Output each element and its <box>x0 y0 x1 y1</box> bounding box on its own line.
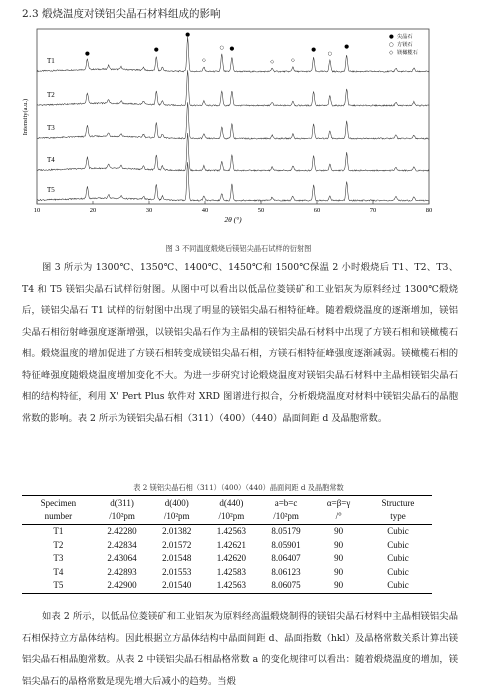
x-tick-label: 70 <box>369 207 377 214</box>
table-cell: 8.05179 <box>271 526 301 536</box>
table-cell: T4 <box>53 566 64 577</box>
table-cell: 2.01382 <box>162 526 192 536</box>
table-cell: 2.43064 <box>107 553 137 564</box>
table-header-cell: α=β=γ /° <box>313 496 364 525</box>
table-header-cell: d(400) /10²pm <box>149 496 204 525</box>
table-cell: 90 <box>313 579 364 593</box>
table-cell: 2.01540 <box>149 579 204 593</box>
x-axis-label: 2θ (°) <box>224 215 242 224</box>
paragraph-1: 图 3 所示为 1300℃、1350℃、1400℃、1450℃和 1500℃保温 2 小时煅烧后 T1、T2、T3、T4 和 T5 镁铝尖晶石试样衍射图。从图中可以看出以低品位菱镁矿和工业铝灰为原料经过 1300℃煅烧后，镁铝尖晶石 T1 试样的衍射图中出现了明显的镁铝尖晶石相特征峰。随着煅烧温度的逐渐增加，镁铝尖晶石相衍射峰强度逐渐增强，以镁铝尖晶石作为主晶相的镁铝尖晶石材料中出现了方镁石相和镁橄榄石相。煅烧温度的增加促进了方镁石相转变成镁铝尖晶石相，方镁石相特征峰强度逐渐减弱。镁橄榄石相的特征峰强度随煅烧温度增加变化不大。为进一步研究讨论煅烧温度对镁铝尖晶石材料中主晶相镁铝尖晶石相的结构特征，利用 X' Pert Plus 软件对 XRD 图谱进行拟合，分析煅烧温度对材料中镁铝尖晶石的晶胞常数的影响。表 2 所示为镁铝尖晶石相（311）（400）（440）晶面间距 d 及晶胞常数。 <box>22 262 458 424</box>
table-cell: 8.06407 <box>271 553 301 564</box>
table-cell: 2.01572 <box>162 539 192 550</box>
y-axis-label: Intensity(a.u.) <box>22 98 29 136</box>
series-label-T2: T2 <box>47 91 55 99</box>
table-header-cell: Specimen number <box>22 496 95 525</box>
x-tick-label: 60 <box>313 207 321 214</box>
table-cell: T1 <box>53 526 64 536</box>
table-cell: 2.42280 <box>107 526 137 536</box>
phase-marker: ● <box>84 50 90 57</box>
table-cell: 90 <box>334 566 344 577</box>
table-cell: 1.42563 <box>204 579 259 593</box>
table-cell: 2.42893 <box>107 566 137 577</box>
table-cell: T2 <box>53 539 64 550</box>
xrd-series-T3 <box>37 102 429 139</box>
xrd-series-T1 <box>37 37 429 72</box>
x-tick-label: 80 <box>425 207 433 214</box>
legend-symbol: ◇ <box>389 50 394 56</box>
x-tick-label: 30 <box>145 207 153 214</box>
series-label-T4: T4 <box>47 156 55 164</box>
phase-marker: ○ <box>219 45 224 52</box>
table-cell: 90 <box>334 526 344 536</box>
table-cell: T5 <box>22 579 95 593</box>
phase-marker: ◇ <box>270 58 275 65</box>
table-cell: 1.42621 <box>216 539 246 550</box>
table-cell: 2.01553 <box>162 566 192 577</box>
phase-marker: ◇ <box>201 57 206 64</box>
x-tick-label: 10 <box>33 207 41 214</box>
section-title: 2.3 煅烧温度对镁铝尖晶石材料组成的影响 <box>22 8 221 20</box>
table-cell: Cubic <box>387 539 409 550</box>
x-tick-label: 50 <box>257 207 265 214</box>
legend-symbol: ● <box>389 34 394 40</box>
series-label-T3: T3 <box>47 124 55 132</box>
legend-symbol: ○ <box>389 42 394 48</box>
xrd-chart <box>0 0 477 245</box>
phase-marker: ○ <box>327 50 333 57</box>
table-cell: 2.01548 <box>162 553 192 564</box>
legend <box>389 32 418 56</box>
phase-marker: ● <box>311 47 317 53</box>
table-cell: Cubic <box>387 526 409 536</box>
plot-frame <box>37 29 429 204</box>
table-cell: 1.42563 <box>216 526 246 536</box>
table-cell: 1.42583 <box>216 566 246 577</box>
table-caption: 表 2 镁铝尖晶石相（311）（400）（440）晶面间距 d 及晶胞常数 <box>133 483 344 492</box>
phase-marker: ● <box>153 47 159 53</box>
table-row <box>22 566 432 580</box>
phase-marker: ◇ <box>290 57 295 64</box>
table-row <box>22 539 432 553</box>
table-header-cell: Structure type <box>364 496 432 525</box>
table-cell: 2.42900 <box>95 579 150 593</box>
series-label-T5: T5 <box>47 186 55 194</box>
x-axis-ticks <box>34 201 433 214</box>
legend-label: 尖晶石 <box>397 34 413 40</box>
table-cell: 8.05901 <box>271 539 301 550</box>
table-cell: 2.42834 <box>107 539 137 550</box>
table-header-cell: d(311) /10²pm <box>95 496 150 525</box>
paragraph-2: 如表 2 所示，以低品位菱镁矿和工业铝灰为原料经高温煅烧制得的镁铝尖晶石材料中主晶相镁铝尖晶石相保持立方晶体结构。因此根据立方晶体结构中晶面间距 d、晶面指数（hkl）及晶格常数关系计算出镁铝尖晶石相晶胞常数。从表 2 中镁铝尖晶石相晶格常数 a 的变化规律可以看出：随着煅烧温度的增加，镁铝尖晶石的晶格常数是现先增大后减小的趋势。当煅 <box>22 611 458 687</box>
phase-marker: ● <box>229 46 235 53</box>
table-cell: 1.42620 <box>216 553 246 564</box>
table-cell: 8.06075 <box>259 579 314 593</box>
phase-marker: ● <box>344 43 350 50</box>
x-tick-label: 20 <box>89 207 97 214</box>
series-label-T1: T1 <box>47 57 55 65</box>
table-cell: 90 <box>334 539 344 550</box>
figure-caption: 图 3 不同温度煅烧后镁铝尖晶石试样的衍射图 <box>165 244 312 253</box>
table-cell: Cubic <box>387 566 409 577</box>
table-header-row <box>22 496 432 525</box>
phase-markers <box>85 32 349 65</box>
table-cell: 90 <box>334 553 344 564</box>
series-group <box>37 37 429 201</box>
xrd-series-T2 <box>37 70 429 106</box>
phase-marker: ● <box>185 32 191 38</box>
table-row <box>22 525 432 539</box>
table-cell: Cubic <box>387 553 409 564</box>
table-cell: Cubic <box>364 579 432 593</box>
table-header-cell: a=b=c /10²pm <box>259 496 314 525</box>
legend-label: 方镁石 <box>397 42 413 48</box>
table-header-cell: d(440) /10²pm <box>204 496 259 525</box>
table-cell: 8.06123 <box>271 566 301 577</box>
table-body <box>22 525 432 594</box>
legend-label: 镁橄榄石 <box>397 50 418 56</box>
lattice-table <box>22 495 432 594</box>
table-cell: T3 <box>53 553 64 564</box>
x-tick-label: 40 <box>201 207 209 214</box>
table-row <box>22 579 432 593</box>
table-row <box>22 552 432 566</box>
